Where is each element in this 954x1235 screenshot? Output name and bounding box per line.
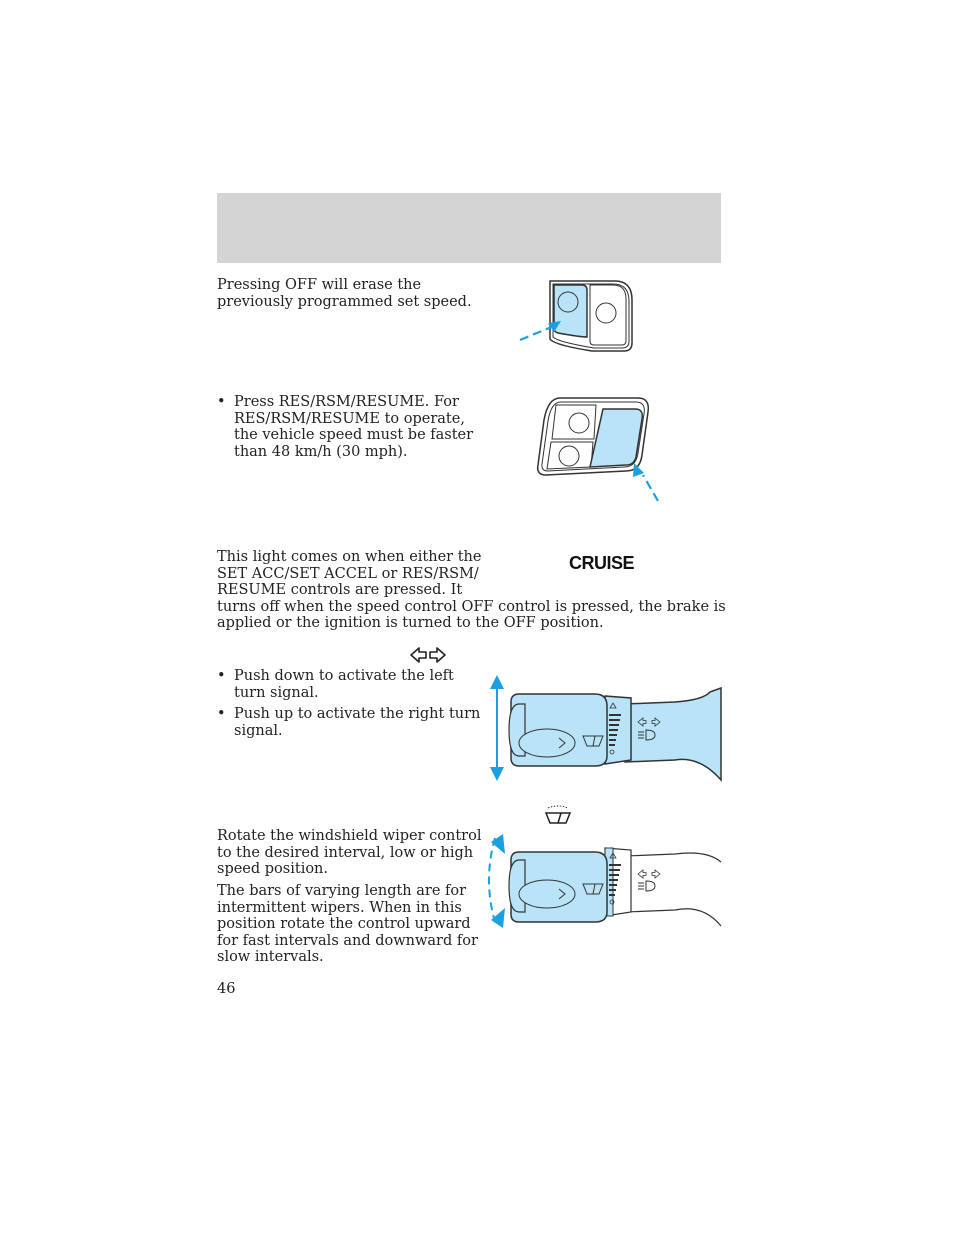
page-number: 46 <box>217 981 236 997</box>
multifunction-lever-wiper-illustration <box>485 828 721 934</box>
windshield-wiper-icon <box>544 805 572 827</box>
resume-button-illustration <box>530 395 665 505</box>
wiper-rotate-paragraph: Rotate the windshield wiper control to the desired interval, low or high speed position. <box>217 828 482 877</box>
off-erase-text: Pressing OFF will erase the previously programmed set speed. <box>217 277 472 310</box>
off-button-illustration <box>510 275 640 360</box>
turn-left-bullet: • Push down to activate the left turn signal. <box>217 668 454 701</box>
cruise-indicator-label: CRUISE <box>569 553 635 573</box>
turn-right-bullet: • Push up to activate the right turn signal. <box>217 706 481 739</box>
wiper-intermittent-paragraph: The bars of varying length are for intermittent wipers. When in this position rotate the control upward for fast intervals and downward for slow intervals. <box>217 883 478 965</box>
multifunction-lever-turn-illustration <box>485 672 721 784</box>
resume-bullet: • Press RES/RSM/RESUME. For RES/RSM/RESUME to operate, the vehicle speed must be faster than 48 km/h (30 mph). <box>217 394 474 460</box>
turn-signal-arrows-icon <box>410 645 446 665</box>
cruise-light-paragraph: This light comes on when either the SET ACC/SET ACCEL or RES/RSM/ RESUME controls are pressed. It turns off when the speed control OFF control is pressed, the brake is applied or the ignition is turned to the OFF position. <box>217 549 726 631</box>
section-header-band <box>217 193 721 263</box>
